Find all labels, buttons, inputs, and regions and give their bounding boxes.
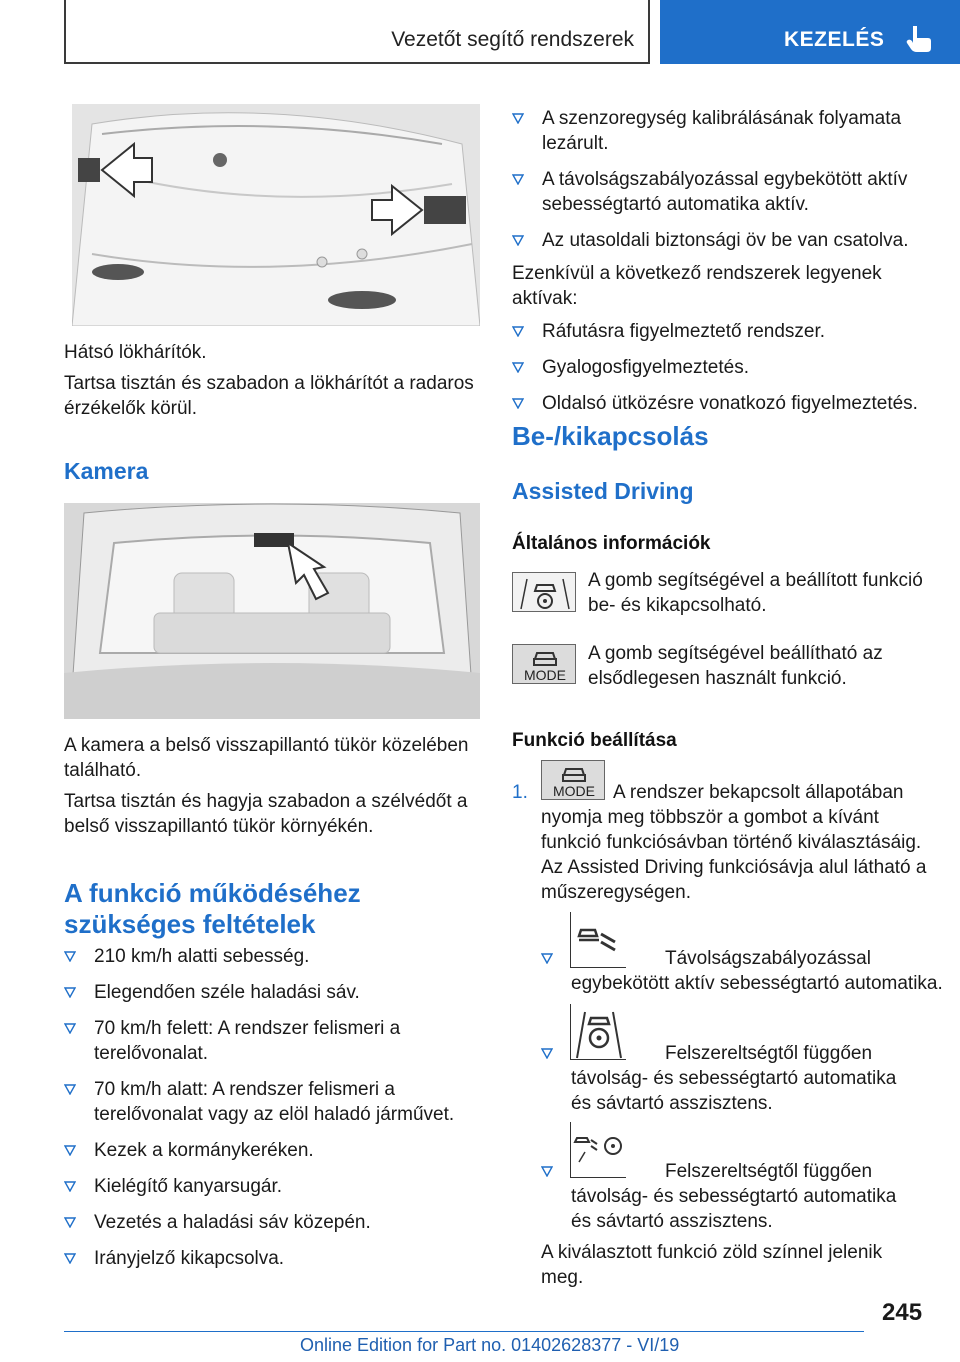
button2-description: A gomb segítségével beállítható az elsődlegesen használt funkció. (588, 643, 883, 689)
triangle-bullet-icon (512, 397, 524, 409)
conditions-list (64, 944, 480, 1271)
mode-button-label: MODE (524, 667, 566, 683)
triangle-bullet-icon (512, 112, 524, 124)
heading-assisted-driving: Assisted Driving (512, 478, 694, 504)
list-item: A távolságszabályozással egybekötött aktív sebességtartó automatika aktív. (512, 167, 928, 217)
list-item: Elegendően széle haladási sáv. (64, 980, 480, 1005)
step-description: A rendszer bekapcsolt állapotában nyomja meg többször a gombot a kívánt funkció funkciósávban történő kiválasztásáig. Az Assisted Driving funkciósávja alul látható a műszeregységen. (541, 782, 927, 903)
footer-divider (64, 1331, 864, 1332)
triangle-bullet-icon (64, 1083, 76, 1095)
triangle-bullet-icon (512, 361, 524, 373)
list-item: Irányjelző kikapcsolva. (64, 1246, 480, 1271)
sub-item: Felszereltségtől függően távolság- és sebességtartó automatika és sávtartó asszisztens. (571, 1043, 897, 1114)
pointing-hand-icon (904, 24, 934, 54)
step-number: 1. (512, 782, 528, 803)
list-item: Kezek a kormánykeréken. (64, 1138, 480, 1163)
step-mode-label: MODE (553, 783, 595, 799)
triangle-bullet-icon (512, 234, 524, 246)
list-item: A szenzoregység kalibrálásának folyamata lezárult. (512, 106, 928, 156)
closing-text: A kiválasztott funkció zöld színnel jelenik meg. (541, 1242, 883, 1288)
heading-function-setting: Funkció beállítása (512, 730, 677, 751)
paragraph-extra-systems: Ezenkívül a következő rendszerek legyenek aktívak: (512, 263, 882, 309)
header-frame (64, 0, 650, 64)
prerequisites-list (512, 106, 928, 416)
triangle-bullet-icon (64, 1144, 76, 1156)
list-item: Az utasoldali biztonsági öv be van csatolva. (512, 228, 928, 253)
triangle-bullet-icon (64, 986, 76, 998)
triangle-bullet-icon (64, 1252, 76, 1264)
list-item: 70 km/h alatt: A rendszer felismeri a terelővonalat vagy az elöl haladó járművet. (64, 1077, 480, 1127)
page-number: 245 (882, 1299, 923, 1326)
paragraph-windshield: Tartsa tisztán és hagyja szabadon a szélvédőt a belső visszapillantó tükör környékén. (64, 791, 468, 837)
heading-camera: Kamera (64, 458, 149, 484)
heading-conditions: A funkció működéséhez szükséges feltételek (64, 878, 361, 939)
triangle-bullet-icon (64, 950, 76, 962)
list-item: 210 km/h alatti sebesség. (64, 944, 480, 969)
header-tab (660, 0, 960, 64)
list-item: Kielégítő kanyarsugár. (64, 1174, 480, 1199)
button1-description: A gomb segítségével a beállított funkció be- és kikapcsolható. (588, 570, 923, 616)
list-item: Oldalsó ütközésre vonatkozó figyelmeztetés. (512, 391, 928, 416)
triangle-bullet-icon (64, 1180, 76, 1192)
triangle-bullet-icon (64, 1022, 76, 1034)
rear-bumper-figure (72, 104, 480, 326)
triangle-bullet-icon (64, 1216, 76, 1228)
header-title: Vezetőt segítő rendszerek (391, 28, 634, 51)
footer-edition: Online Edition for Part no. 01402628377 - VI/19 (300, 1335, 680, 1355)
assisted-driving-icon (513, 573, 577, 613)
list-item: Gyalogosfigyelmeztetés. (512, 355, 928, 380)
paragraph-bumper: Tartsa tisztán és szabadon a lökhárítót a radaros érzékelők körül. (64, 373, 474, 419)
caption-rear-bumper: Hátsó lökhárítók. (64, 342, 207, 363)
caption-camera: A kamera a belső visszapillantó tükör közelében található. (64, 735, 469, 781)
rear-bumper-illustration (72, 104, 480, 326)
camera-figure (64, 503, 480, 719)
sub-item: Távolságszabályozással egybekötött aktív sebességtartó automatika. (571, 948, 943, 994)
list-item: 70 km/h felett: A rendszer felismeri a terelővonalat. (64, 1016, 480, 1066)
list-item: Ráfutásra figyelmeztető rendszer. (512, 319, 928, 344)
header-tab-label: KEZELÉS (784, 28, 885, 51)
mode-button-image (512, 644, 576, 684)
triangle-bullet-icon (512, 325, 524, 337)
assist-button-image (512, 572, 576, 612)
interior-camera-illustration (64, 503, 480, 719)
heading-general-info: Általános információk (512, 533, 711, 554)
sub-item: Felszereltségtől függően távolság- és sebességtartó automatika és sávtartó asszisztens. (571, 1161, 897, 1232)
heading-on-off: Be-/kikapcsolás (512, 421, 709, 451)
list-item: Vezetés a haladási sáv közepén. (64, 1210, 480, 1235)
triangle-bullet-icon (512, 173, 524, 185)
